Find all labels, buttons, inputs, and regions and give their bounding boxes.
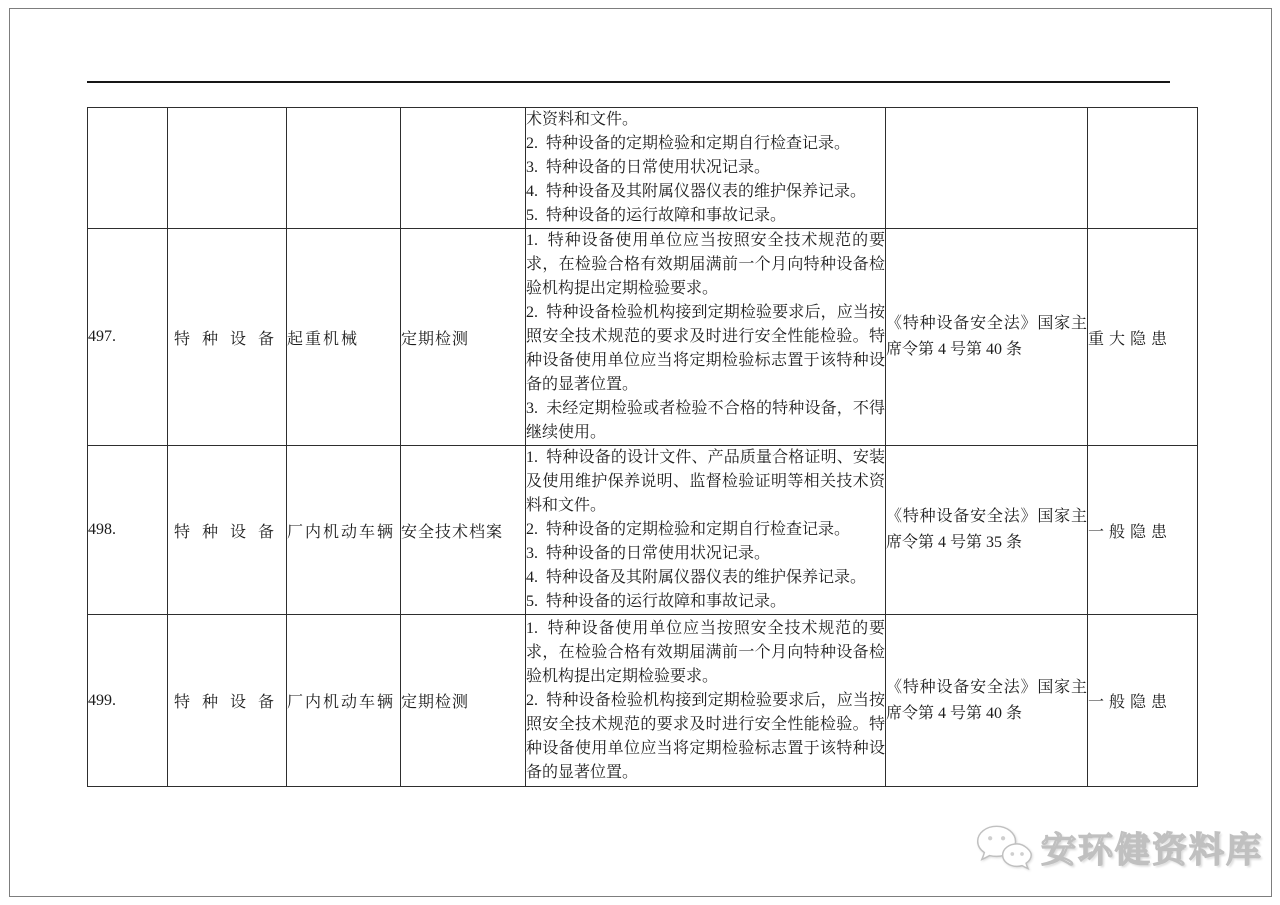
- content-cell: [526, 615, 886, 787]
- content-paragraph: 5. 特种设备的运行故障和事故记录。: [526, 593, 787, 610]
- check-item-cell: [401, 108, 526, 229]
- check-item-cell: [401, 615, 526, 787]
- wechat-icon: [975, 824, 1033, 872]
- subcategory-label: 厂内机动车辆: [287, 523, 396, 541]
- check-item-label: 定期检测: [401, 330, 470, 348]
- header-rule: [87, 81, 1170, 83]
- category-cell: [168, 446, 287, 615]
- legal-basis-text: 《特种设备安全法》国家主席令第 4 号第 40 条: [886, 678, 1087, 722]
- content-paragraph: 术资料和文件。: [526, 111, 639, 128]
- content-paragraph: 2. 特种设备的定期检验和定期自行检查记录。: [526, 135, 851, 152]
- hazard-level-cell: [1088, 446, 1198, 615]
- category-cell: [168, 615, 287, 787]
- category-label: 特种设备: [174, 694, 274, 711]
- hazard-level-cell: [1088, 108, 1198, 229]
- category-cell: [168, 229, 287, 446]
- subcategory-cell: [287, 446, 401, 615]
- check-item-label: 定期检测: [401, 694, 470, 711]
- subcategory-label: 起重机械: [287, 330, 360, 348]
- category-label: 特种设备: [174, 523, 274, 541]
- content-paragraph: 3. 特种设备的日常使用状况记录。: [526, 545, 771, 562]
- check-item-cell: [401, 446, 526, 615]
- regulations-table: [87, 107, 1198, 787]
- hazard-level-label: 一般隐患: [1088, 523, 1173, 541]
- legal-basis-cell: [886, 615, 1088, 787]
- content-paragraph: 2. 特种设备检验机构接到定期检验要求后，应当按照安全技术规范的要求及时进行安全性能检验。特种设备使用单位应当将定期检验标志置于该特种设备的显著位置。: [526, 691, 885, 781]
- hazard-level-label: 重大隐患: [1088, 330, 1173, 348]
- row-number-cell: [88, 446, 168, 615]
- content-paragraph: 5. 特种设备的运行故障和事故记录。: [526, 207, 787, 224]
- content-paragraph: 2. 特种设备的定期检验和定期自行检查记录。: [526, 521, 851, 538]
- content-paragraph: 3. 未经定期检验或者检验不合格的特种设备，不得继续使用。: [526, 400, 885, 441]
- content-cell: [526, 446, 886, 615]
- legal-basis-cell: [886, 446, 1088, 615]
- content-paragraph: 3. 特种设备的日常使用状况记录。: [526, 159, 771, 176]
- content-paragraph: 1. 特种设备的设计文件、产品质量合格证明、安装及使用维护保养说明、监督检验证明等相关技术资料和文件。: [526, 449, 885, 514]
- row-number: 499.: [88, 691, 116, 709]
- content-cell: [526, 229, 886, 446]
- subcategory-label: 厂内机动车辆: [287, 694, 396, 711]
- row-number: 497.: [88, 328, 116, 345]
- row-number: 498.: [88, 521, 116, 538]
- subcategory-cell: [287, 229, 401, 446]
- content-cell: [526, 108, 886, 229]
- watermark-text: 安环健资料库: [1041, 831, 1264, 870]
- content-paragraph: 2. 特种设备检验机构接到定期检验要求后，应当按照安全技术规范的要求及时进行安全性能检验。特种设备使用单位应当将定期检验标志置于该特种设备的显著位置。: [526, 304, 885, 393]
- table-row: [88, 615, 1198, 787]
- content-paragraph: 1. 特种设备使用单位应当按照安全技术规范的要求，在检验合格有效期届满前一个月向特种设备检验机构提出定期检验要求。: [526, 232, 885, 297]
- category-cell: [168, 108, 287, 229]
- subcategory-cell: [287, 108, 401, 229]
- table-row: [88, 446, 1198, 615]
- category-label: 特种设备: [174, 330, 274, 348]
- hazard-level-cell: [1088, 615, 1198, 787]
- row-number-cell: [88, 108, 168, 229]
- content-paragraph: 4. 特种设备及其附属仪器仪表的维护保养记录。: [526, 183, 867, 200]
- legal-basis-cell: [886, 108, 1088, 229]
- legal-basis-cell: [886, 229, 1088, 446]
- hazard-level-label: 一般隐患: [1088, 694, 1173, 711]
- row-number-cell: [88, 615, 168, 787]
- check-item-label: 安全技术档案: [401, 523, 504, 541]
- content-paragraph: 4. 特种设备及其附属仪器仪表的维护保养记录。: [526, 569, 867, 586]
- legal-basis-text: 《特种设备安全法》国家主席令第 4 号第 40 条: [886, 315, 1087, 358]
- content-paragraph: 1. 特种设备使用单位应当按照安全技术规范的要求，在检验合格有效期届满前一个月向特种设备检验机构提出定期检验要求。: [526, 619, 885, 685]
- table-body: [88, 108, 1198, 787]
- hazard-level-cell: [1088, 229, 1198, 446]
- table-row: [88, 229, 1198, 446]
- check-item-cell: [401, 229, 526, 446]
- row-number-cell: [88, 229, 168, 446]
- legal-basis-text: 《特种设备安全法》国家主席令第 4 号第 35 条: [886, 508, 1087, 551]
- watermark: [975, 816, 1263, 880]
- table-row: [88, 108, 1198, 229]
- subcategory-cell: [287, 615, 401, 787]
